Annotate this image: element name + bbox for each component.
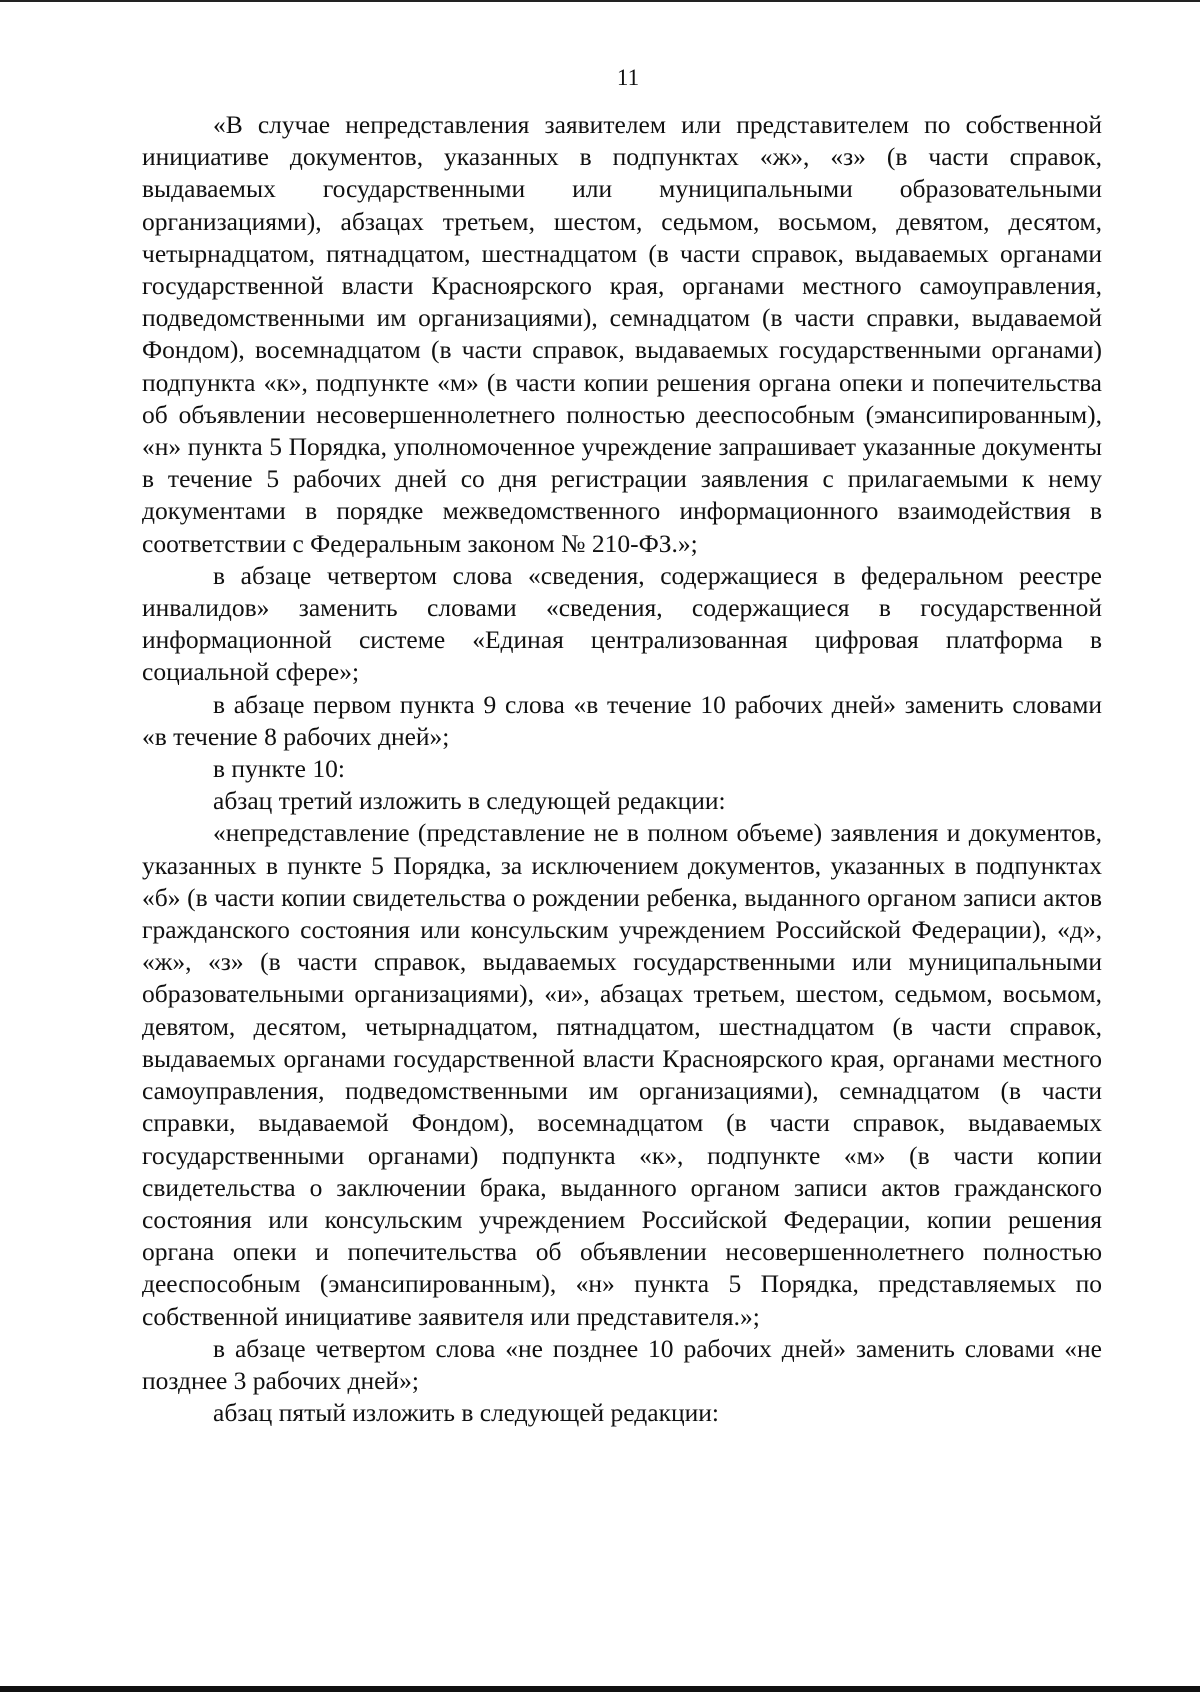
paragraph-6: «непредставление (представление не в полном объеме) заявления и документов, указанных в пункте 5 Порядка, за исключением документов, указанных в подпунктах «б» (в части копии свидетельства о рождении ребенка, выданного органом записи актов гражданского состояния или консульским учреждением Российской Федерации), «д», «ж», «з» (в части справок, выдаваемых государственными или муниципальными образовательными организациями), «и», абзацах третьем, шестом, седьмом, восьмом, девятом, десятом, четырнадцатом, пятнадцатом, шестнадцатом (в части справок, выдаваемых органами государственной власти Красноярского края, органами местного самоуправления, подведомственными им организациями), семнадцатом (в части справки, выдаваемой Фондом), восемнадцатом (в части справок, выдаваемых государственными органами) подпункта «к», подпункте «м» (в части копии свидетельства о заключении брака, выданного органом записи актов гражданского состояния или консульским учреждением Российской Федерации, копии решения органа опеки и попечительства об объявлении несовершеннолетнего полностью дееспособным (эмансипированным), «н» пункта 5 Порядка, представляемых по собственной инициативе заявителя или представителя.»; <box>142 818 1102 1331</box>
paragraph-1: «В случае непредставления заявителем или представителем по собственной инициативе документов, указанных в подпунктах «ж», «з» (в части справок, выдаваемых государственными или муниципальными образовательными организациями), абзацах третьем, шестом, седьмом, восьмом, девятом, десятом, четырнадцатом, пятнадцатом, шестнадцатом (в части справок, выдаваемых органами государственной власти Красноярского края, органами местного самоуправления, подведомственными им организациями), семнадцатом (в части справки, выдаваемой Фондом), восемнадцатом (в части справок, выдаваемых государственными органами) подпункта «к», подпункте «м» (в части копии решения органа опеки и попечительства об объявлении несовершеннолетнего полностью дееспособным (эмансипированным), «н» пункта 5 Порядка, уполномоченное учреждение запрашивает указанные документы в течение 5 рабочих дней со дня регистрации заявления с прилагаемыми к нему документами в порядке межведомственного информационного взаимодействия в соответствии с Федеральным законом № 210-ФЗ.»; <box>142 110 1102 558</box>
page-number: 11 <box>616 65 640 90</box>
paragraph-4: в пункте 10: <box>213 754 345 784</box>
paragraph-7: в абзаце четвертом слова «не позднее 10 рабочих дней» заменить словами «не позднее 3 рабочих дней»; <box>142 1333 1102 1395</box>
paragraph-8: абзац пятый изложить в следующей редакции: <box>213 1398 719 1428</box>
paragraph-3: в абзаце первом пункта 9 слова «в течение 10 рабочих дней» заменить словами «в течение 8 рабочих дней»; <box>142 689 1102 751</box>
scan-top-edge <box>0 0 1200 2</box>
paragraph-2: в абзаце четвертом слова «сведения, содержащиеся в федеральном реестре инвалидов» заменить словами «сведения, содержащиеся в государственной информационной системе «Единая централизованная цифровая платформа в социальной сфере»; <box>142 560 1102 687</box>
document-body <box>142 109 1102 1429</box>
scan-bottom-edge <box>0 1686 1200 1692</box>
paragraph-5: абзац третий изложить в следующей редакции: <box>213 786 726 816</box>
